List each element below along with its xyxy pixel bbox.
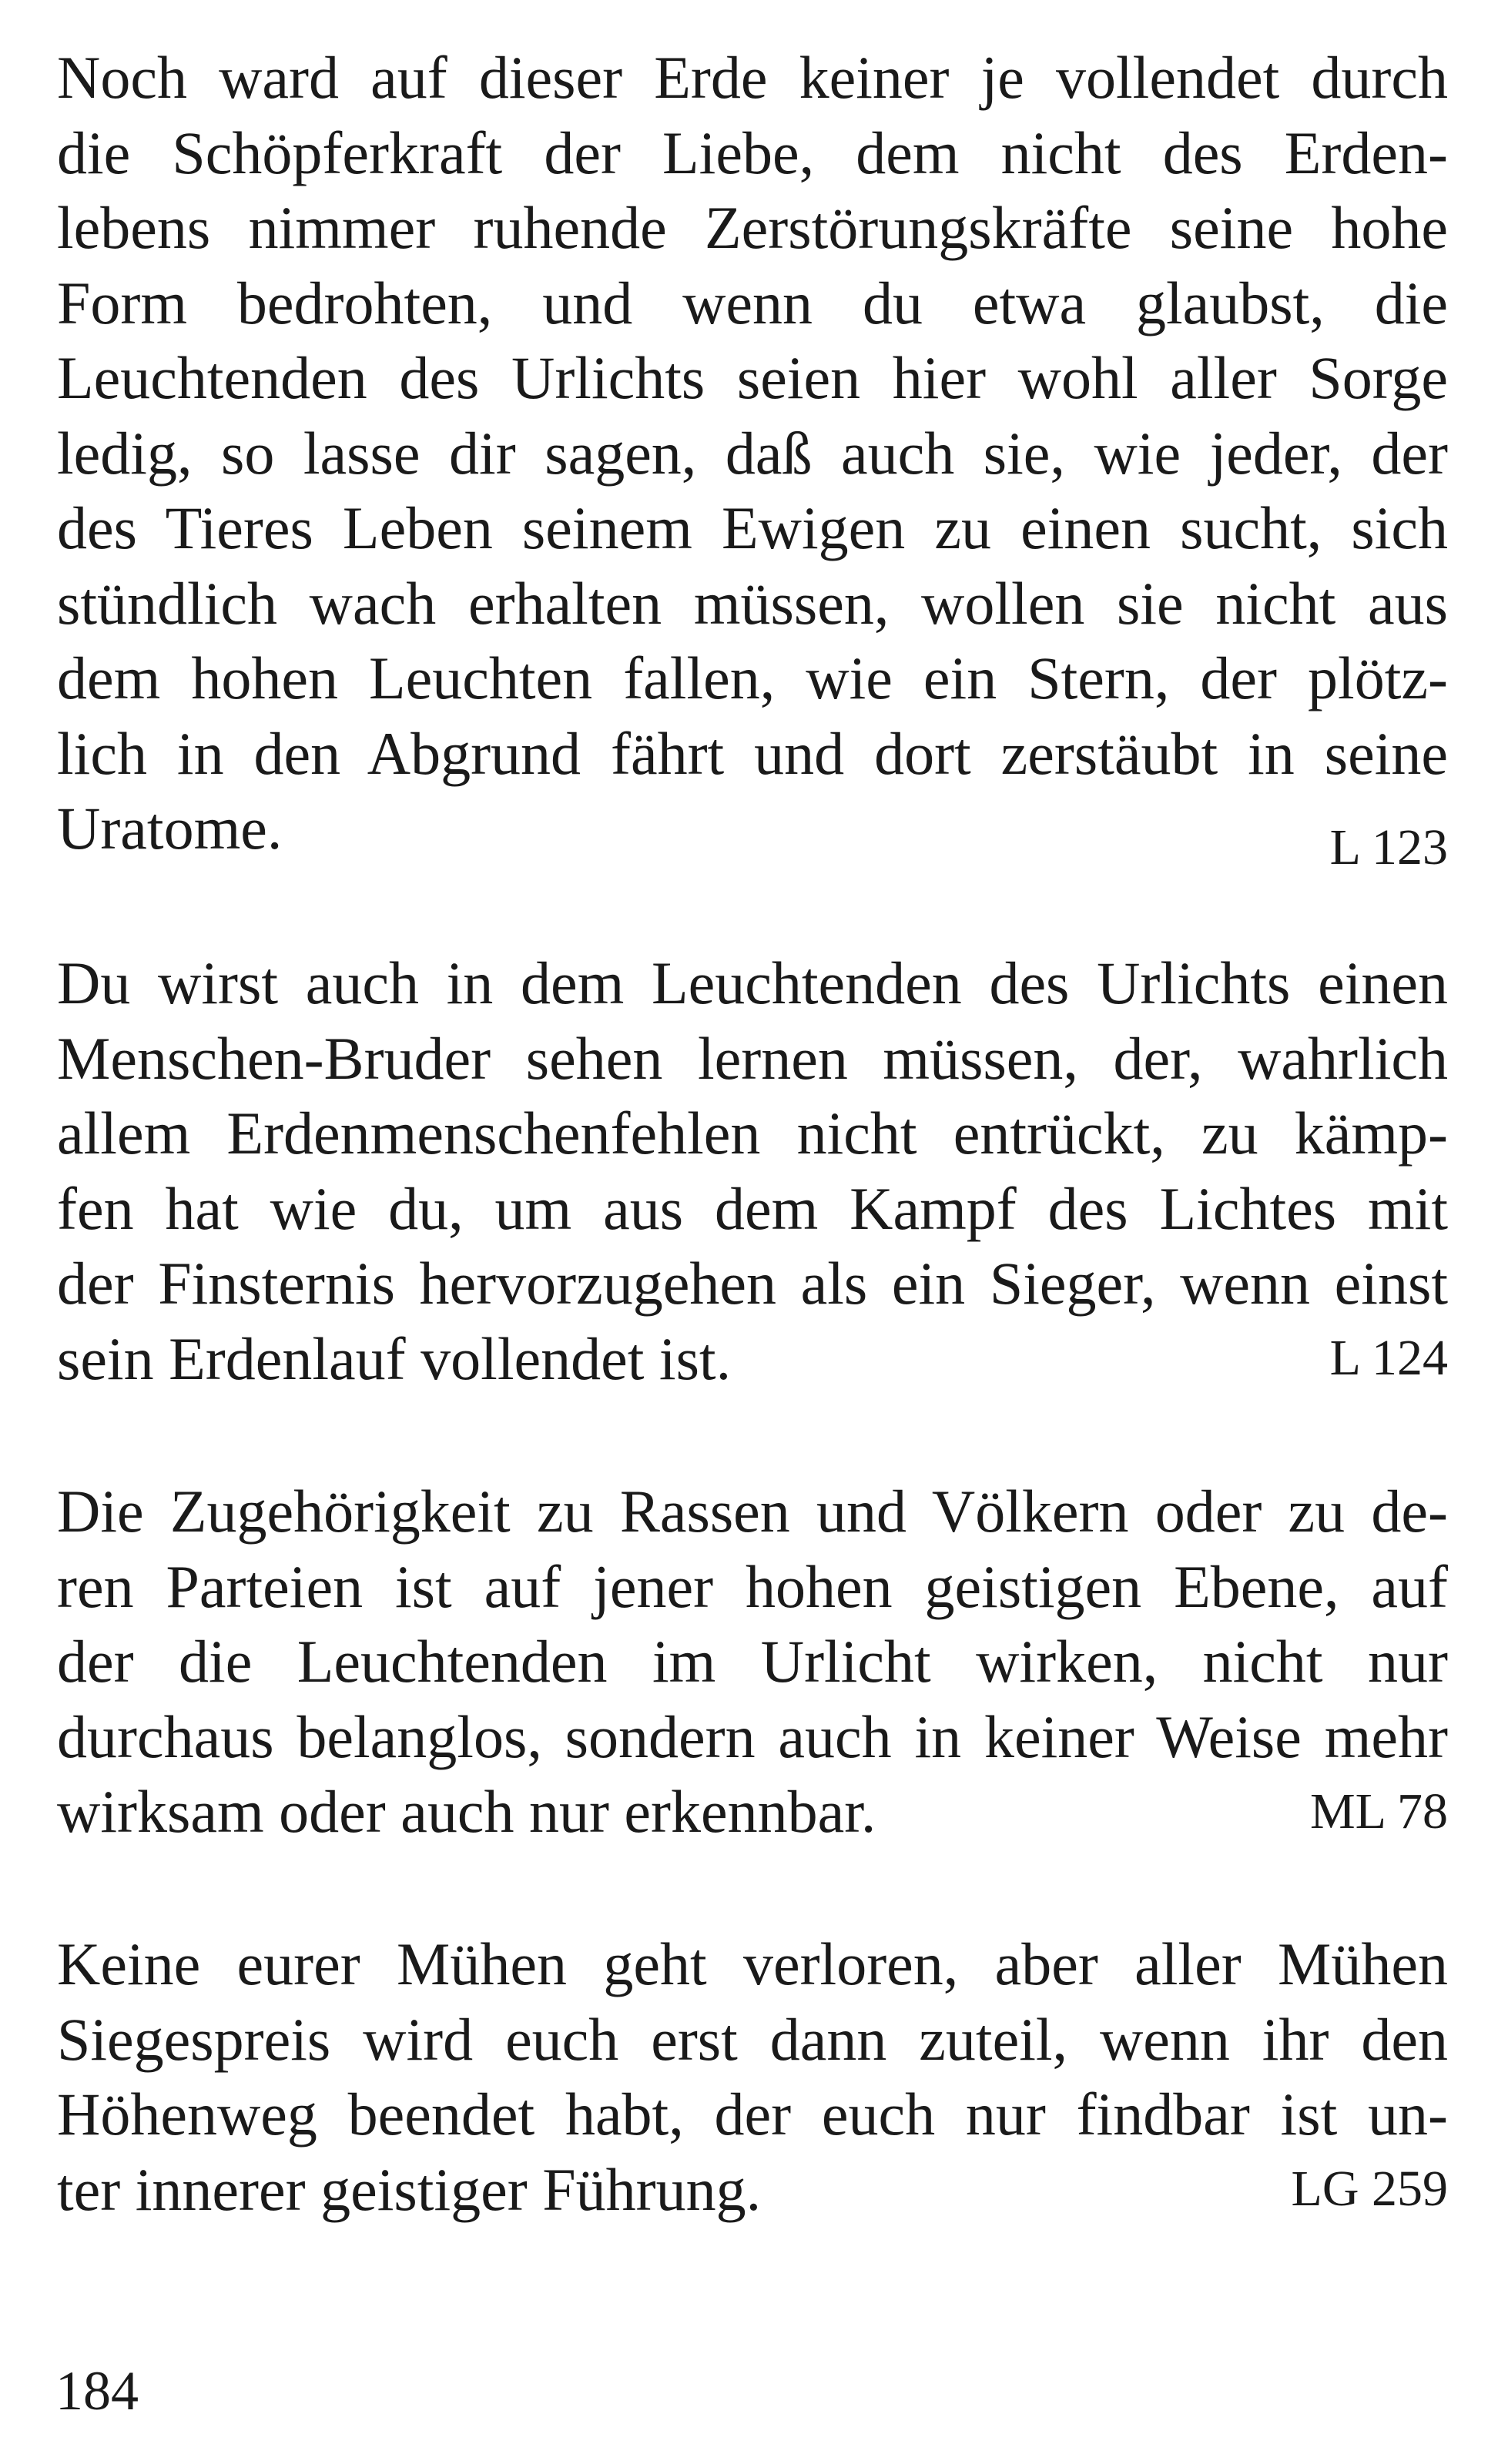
passage-line: lebens nimmer ruhende Zerstörungskräfte seine hohe bbox=[57, 194, 1448, 261]
passage-line: des Tieres Leben seinem Ewigen zu einen sucht, sich bbox=[57, 494, 1448, 561]
passage-line: Die Zugehörigkeit zu Rassen und Völkern oder zu de- bbox=[57, 1478, 1448, 1545]
passage-3 bbox=[57, 1474, 1448, 1850]
passage-line: Leuchtenden des Urlichts seien hier wohl aller Sorge bbox=[57, 344, 1448, 411]
passage-line: allem Erdenmenschenfehlen nicht entrückt, zu kämp- bbox=[57, 1100, 1448, 1167]
passage-line: fen hat wie du, um aus dem Kampf des Lichtes mit bbox=[57, 1174, 1448, 1242]
passage-line: Du wirst auch in dem Leuchtenden des Urlichts einen bbox=[57, 949, 1448, 1016]
passage-line: Noch ward auf dieser Erde keiner je vollendet durch bbox=[57, 44, 1448, 111]
source-reference: ML 78 bbox=[1309, 1783, 1448, 1840]
passage-line: Menschen-Bruder sehen lernen müssen, der, wahrlich bbox=[57, 1024, 1448, 1092]
passage-line: durchaus belanglos, sondern auch in keiner Weise mehr bbox=[57, 1702, 1448, 1770]
passage-line: stündlich wach erhalten müssen, wollen sie nicht aus bbox=[57, 569, 1448, 637]
page-number: 184 bbox=[55, 2360, 139, 2422]
source-reference: L 124 bbox=[1329, 1330, 1448, 1386]
passage-line: sein Erdenlauf vollendet ist. bbox=[57, 1324, 732, 1392]
passage-line: Keine eurer Mühen geht verloren, aber aller Mühen bbox=[57, 1930, 1448, 1997]
passage-line: lich in den Abgrund fährt und dort zerstäubt in seine bbox=[57, 719, 1448, 787]
passage-line: ren Parteien ist auf jener hohen geistigen Ebene, auf bbox=[57, 1552, 1448, 1620]
passage-line: Form bedrohten, und wenn du etwa glaubst, die bbox=[57, 269, 1448, 336]
passage-4 bbox=[57, 1927, 1448, 2227]
passage-line: Siegespreis wird euch erst dann zuteil, wenn ihr den bbox=[57, 2005, 1448, 2073]
passage-line: Uratome. bbox=[57, 795, 283, 862]
source-reference: L 123 bbox=[1329, 819, 1448, 875]
passage-line: der Finsternis hervorzugehen als ein Sieger, wenn einst bbox=[57, 1250, 1448, 1317]
page-body bbox=[57, 40, 1448, 2223]
passage-line: wirksam oder auch nur erkennbar. bbox=[57, 1778, 876, 1845]
passage-2 bbox=[57, 946, 1448, 1396]
passage-1 bbox=[57, 40, 1448, 875]
passage-line: Höhenweg beendet habt, der euch nur findbar ist un- bbox=[57, 2081, 1448, 2148]
source-reference: LG 259 bbox=[1291, 2161, 1448, 2217]
passage-line: die Schöpferkraft der Liebe, dem nicht des Erden- bbox=[57, 119, 1448, 186]
passage-line: dem hohen Leuchten fallen, wie ein Stern, der plötz- bbox=[57, 644, 1448, 711]
passage-line: der die Leuchtenden im Urlicht wirken, nicht nur bbox=[57, 1628, 1448, 1695]
passage-line: ter innerer geistiger Führung. bbox=[57, 2155, 762, 2223]
passage-line: ledig, so lasse dir sagen, daß auch sie, wie jeder, der bbox=[57, 419, 1448, 487]
